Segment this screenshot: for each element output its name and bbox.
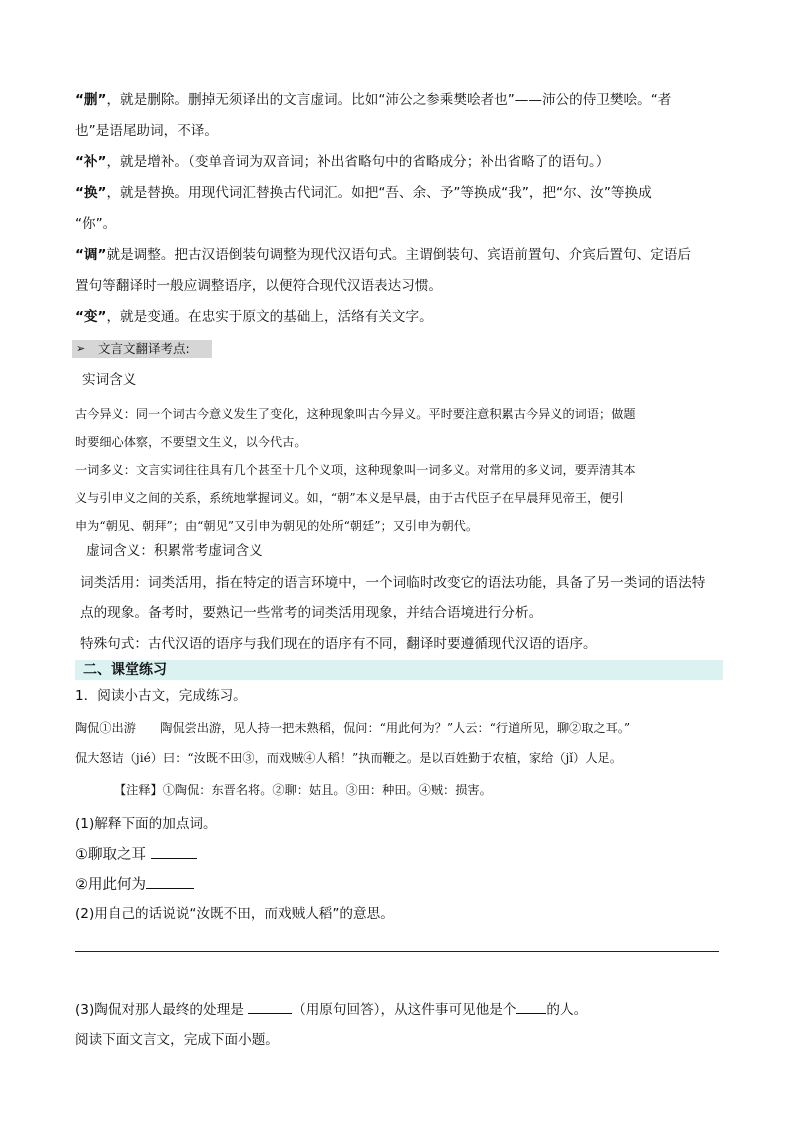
cilei-line-2: 点的现象。备考时，要熟记一些常考的词类活用现象，并结合语境进行分析。 [80,605,543,621]
teshu-line: 特殊句式：古代汉语的语序与我们现在的语序有不同，翻译时要遵循现代汉语的语序。 [80,636,597,652]
sub-question-3-a: (3)陶侃对那人最终的处理是 [75,1002,244,1018]
shan-text: ，就是删除。删掉无须译出的文言虚词。比如“沛公之参乘樊哙者也”——沛公的侍卫樊哙。“者 [106,92,672,108]
diao-line-2: 置句等翻译时一般应调整语序，以便符合现代汉语表达习惯。 [75,278,443,294]
answer-line[interactable] [75,951,719,952]
answer-blank-4[interactable] [516,999,546,1014]
notes-line: 【注释】①陶侃：东晋名将。②聊：姑且。③田：种田。④贼：损害。 [114,783,492,797]
gujin-line-2: 时要细心体察，不要望文生义，以今代古。 [75,435,307,449]
huan-text: ，就是替换。用现代词汇替换古代词汇。如把“吾、余、予”等换成“我”，把“尔、汝”等换成 [106,185,652,201]
passage-line-1: 陶侃①出游 陶侃尝出游，见人持一把未熟稻，侃问：“用此何为？”人云：“行道所见，聊②取之耳。” [75,721,631,735]
kaodian-heading-text: 文言文翻译考点: [98,341,190,356]
shici-heading: 实词含义 [82,372,137,388]
diao-line [75,245,724,265]
sub-question-2: (2)用自己的话说说“汝既不田，而戏贼人稻”的意思。 [75,906,394,922]
section-title: 二、课堂练习 [83,662,167,678]
kaodian-heading [72,340,212,358]
next-passage-instruction: 阅读下面文言文，完成下面小题。 [75,1032,279,1048]
huan-line [75,183,724,203]
answer-blank-1[interactable] [151,844,197,859]
item-2 [75,874,724,895]
item-1 [75,844,724,865]
sub-question-3-b: （用原句回答），从这件事可见他是个 [292,1002,517,1018]
sub-question-1: (1)解释下面的加点词。 [75,816,217,832]
question-1: 1．阅读小古文，完成练习。 [75,688,247,704]
xuci-line: 虚词含义：积累常考虚词含义 [86,543,263,559]
arrow-bullet-icon: ➢ [76,342,86,355]
shan-line-2: 也”是语尾助词，不译。 [75,123,218,139]
gujin-line-1: 古今异义：同一个词古今意义发生了变化，这种现象叫古今异义。平时要注意积累古今异义的词语；做题 [75,407,636,421]
section-heading [75,660,723,680]
huan-line-2: “你”。 [75,216,117,232]
answer-blank-3[interactable] [248,999,292,1014]
shan-line [75,90,724,110]
bu-line [75,152,724,172]
bu-text: ，就是增补。（变单音词为双音词；补出省略句中的省略成分；补出省略了的语句。） [106,154,610,170]
passage-line-2: 侃大怒诘（jié）曰：“汝既不田③，而戏贼④人稻！”执而鞭之。是以百姓勤于农植，家给（jǐ）人足。 [75,751,622,765]
shan-term: “删” [75,92,107,108]
yici-line-3: 申为“朝见、朝拜”；由“朝见”又引申为朝见的处所“朝廷”；又引申为朝代。 [75,519,479,533]
yici-line-2: 义与引申义之间的关系，系统地掌握词义。如，“朝”本义是早晨，由于古代臣子在早晨拜见帝王，便引 [75,491,624,505]
item-1-text: ①聊取之耳 [75,847,146,863]
sub-question-3 [75,999,724,1020]
yici-line-1: 一词多义：文言实词往往具有几个甚至十几个义项，这种现象叫一词多义。对常用的多义词，要弄清其本 [75,463,636,477]
bian-term: “变” [75,309,107,325]
item-2-text: ②用此何为 [75,877,146,893]
sub-question-3-c: 的人。 [546,1002,588,1018]
bu-term: “补” [75,154,107,170]
huan-term: “换” [75,185,107,201]
diao-text: 就是调整。把古汉语倒装句调整为现代汉语句式。主谓倒装句、宾语前置句、介宾后置句、定语后 [106,247,691,263]
bian-line [75,307,724,327]
diao-term: “调” [75,247,107,263]
answer-blank-2[interactable] [146,874,194,889]
bian-text: ，就是变通。在忠实于原文的基础上，活络有关文字。 [106,309,433,325]
cilei-line-1: 词类活用：词类活用，指在特定的语言环境中，一个词临时改变它的语法功能，具备了另一类词的语法特 [80,575,706,591]
